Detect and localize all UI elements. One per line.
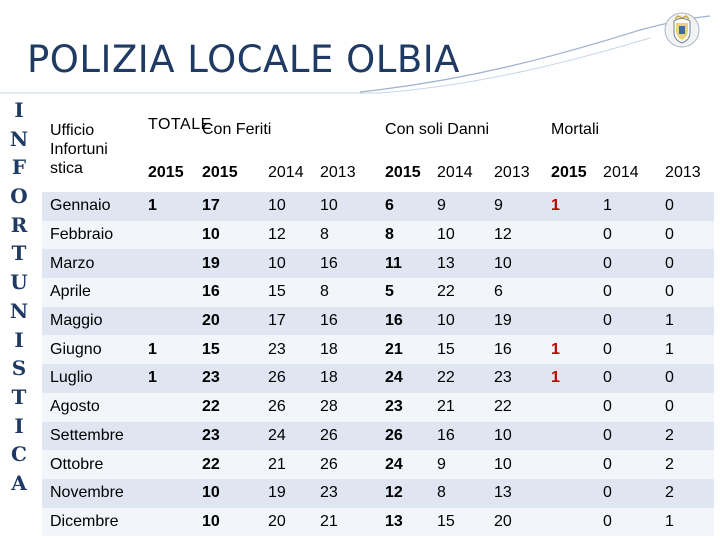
mortali-2013-cell: 0 xyxy=(665,398,674,416)
feriti-2015-cell: 16 xyxy=(202,283,220,301)
danni-2015-cell: 12 xyxy=(385,484,403,502)
mortali-2014-cell: 0 xyxy=(603,226,612,244)
feriti-2014-cell: 20 xyxy=(268,512,286,530)
table-row xyxy=(42,508,714,537)
mortali-2014-cell: 0 xyxy=(603,369,612,387)
danni-2014-cell: 13 xyxy=(437,254,455,272)
feriti-2014-cell: 12 xyxy=(268,226,286,244)
danni-2013-cell: 20 xyxy=(494,512,512,530)
feriti-2013-cell: 18 xyxy=(320,340,338,358)
danni-2013-cell: 22 xyxy=(494,398,512,416)
mortali-2015-cell: 1 xyxy=(551,197,560,215)
mortali-2013-cell: 2 xyxy=(665,455,674,473)
year-2013: 2013 xyxy=(665,164,701,181)
mortali-2014-cell: 1 xyxy=(603,197,612,215)
feriti-2014-cell: 24 xyxy=(268,426,286,444)
danni-2015-cell: 26 xyxy=(385,426,403,444)
mortali-2015-cell xyxy=(543,278,595,307)
mortali-2013-cell: 0 xyxy=(665,369,674,387)
mortali-2013-cell: 0 xyxy=(665,283,674,301)
month-cell: Maggio xyxy=(50,312,103,330)
month-cell: Luglio xyxy=(50,369,93,387)
total-cell: 1 xyxy=(148,197,157,215)
mortali-2013-cell: 1 xyxy=(665,512,674,530)
feriti-2015-cell: 10 xyxy=(202,226,220,244)
vertical-letter: R xyxy=(10,212,28,237)
feriti-2014-cell: 15 xyxy=(268,283,286,301)
feriti-2013-cell: 16 xyxy=(320,312,338,330)
year-2014: 2014 xyxy=(437,164,473,181)
totale-label: TOTALE xyxy=(148,116,212,133)
feriti-2013-cell: 10 xyxy=(320,197,338,215)
year-total: 2015 xyxy=(148,164,184,181)
month-cell: Novembre xyxy=(50,484,124,502)
danni-2014-cell: 21 xyxy=(437,398,455,416)
feriti-2014-cell: 19 xyxy=(268,484,286,502)
mortali-2014-cell: 0 xyxy=(603,254,612,272)
feriti-2015-cell: 22 xyxy=(202,398,220,416)
month-cell: Marzo xyxy=(50,254,95,272)
mortali-2013-cell: 1 xyxy=(665,312,674,330)
year-2014: 2014 xyxy=(268,164,304,181)
year-2014: 2014 xyxy=(603,164,639,181)
feriti-2013-cell: 21 xyxy=(320,512,338,530)
danni-2015-cell: 6 xyxy=(385,197,394,215)
danni-2014-cell: 22 xyxy=(437,369,455,387)
mortali-2013-cell: 0 xyxy=(665,226,674,244)
danni-2014-cell: 10 xyxy=(437,226,455,244)
total-cell xyxy=(140,450,194,479)
vertical-letter: T xyxy=(11,384,27,409)
header-row-groups xyxy=(42,106,714,154)
month-cell: Febbraio xyxy=(50,226,114,244)
danni-2013-cell: 12 xyxy=(494,226,512,244)
danni-2015-cell: 23 xyxy=(385,398,403,416)
mortali-2015-cell xyxy=(543,422,595,451)
mortali-2014-cell: 0 xyxy=(603,512,612,530)
table-row xyxy=(42,450,714,479)
feriti-2013-cell: 8 xyxy=(320,283,329,301)
feriti-2014-cell: 10 xyxy=(268,197,286,215)
danni-2013-cell: 6 xyxy=(494,283,503,301)
total-cell xyxy=(140,479,194,508)
mortali-2014-cell: 0 xyxy=(603,398,612,416)
total-cell xyxy=(140,307,194,336)
month-cell: Dicembre xyxy=(50,512,119,530)
danni-2015-cell: 5 xyxy=(385,283,394,301)
total-cell xyxy=(140,221,194,250)
mortali-2015-cell xyxy=(543,249,595,278)
danni-2015-cell: 11 xyxy=(385,254,402,272)
feriti-2014-cell: 26 xyxy=(268,398,286,416)
table-row xyxy=(42,422,714,451)
danni-2013-cell: 23 xyxy=(494,369,512,387)
table-row xyxy=(42,221,714,250)
vertical-letter: N xyxy=(9,126,29,151)
total-cell: 1 xyxy=(148,369,157,387)
danni-2014-cell: 8 xyxy=(437,484,446,502)
vertical-letter: N xyxy=(9,298,29,323)
feriti-2015-cell: 17 xyxy=(202,197,220,215)
danni-2013-cell: 13 xyxy=(494,484,512,502)
danni-2013-cell: 19 xyxy=(494,312,512,330)
feriti-2014-cell: 10 xyxy=(268,254,286,272)
danni-2014-cell: 9 xyxy=(437,197,446,215)
feriti-2015-cell: 19 xyxy=(202,254,220,272)
group-mortali: Mortali xyxy=(551,121,600,138)
month-cell: Aprile xyxy=(50,283,91,301)
mortali-2014-cell: 0 xyxy=(603,340,612,358)
mortali-2015-cell: 1 xyxy=(551,369,560,387)
total-cell: 1 xyxy=(148,340,157,358)
month-cell: Gennaio xyxy=(50,197,111,215)
feriti-2015-cell: 10 xyxy=(202,512,220,530)
danni-2014-cell: 22 xyxy=(437,283,455,301)
mortali-2014-cell: 0 xyxy=(603,455,612,473)
year-2015: 2015 xyxy=(385,164,421,181)
table-row xyxy=(42,393,714,422)
year-2013: 2013 xyxy=(494,164,530,181)
year-2015: 2015 xyxy=(551,164,587,181)
danni-2015-cell: 13 xyxy=(385,512,403,530)
mortali-2014-cell: 0 xyxy=(603,312,612,330)
month-cell: Agosto xyxy=(50,398,100,416)
danni-2015-cell: 8 xyxy=(385,226,394,244)
vertical-letter: I xyxy=(14,327,24,352)
feriti-2015-cell: 20 xyxy=(202,312,220,330)
feriti-2013-cell: 26 xyxy=(320,426,338,444)
total-cell xyxy=(140,249,194,278)
mortali-2014-cell: 0 xyxy=(603,283,612,301)
mortali-2015-cell: 1 xyxy=(551,340,560,358)
danni-2014-cell: 9 xyxy=(437,455,446,473)
vertical-letter: A xyxy=(11,470,27,495)
year-2015: 2015 xyxy=(202,164,238,181)
mortali-2015-cell xyxy=(543,307,595,336)
danni-2015-cell: 24 xyxy=(385,455,403,473)
table-row xyxy=(42,192,714,221)
mortali-2013-cell: 0 xyxy=(665,254,674,272)
feriti-2015-cell: 15 xyxy=(202,340,220,358)
total-cell xyxy=(140,278,194,307)
mortali-2015-cell xyxy=(543,393,595,422)
statistics-table xyxy=(42,106,714,536)
vertical-letter: C xyxy=(11,442,27,467)
feriti-2014-cell: 26 xyxy=(268,369,286,387)
header-row-years xyxy=(42,154,714,192)
total-cell xyxy=(140,393,194,422)
office-label: Ufficio Infortuni stica xyxy=(50,121,108,177)
danni-2013-cell: 10 xyxy=(494,426,512,444)
feriti-2013-cell: 28 xyxy=(320,398,338,416)
year-2013: 2013 xyxy=(320,164,356,181)
month-cell: Giugno xyxy=(50,340,102,358)
feriti-2013-cell: 8 xyxy=(320,226,329,244)
table-row xyxy=(42,307,714,336)
vertical-letter: T xyxy=(11,241,27,266)
mortali-2015-cell xyxy=(543,221,595,250)
table-row xyxy=(42,249,714,278)
table-row xyxy=(42,364,714,393)
danni-2014-cell: 16 xyxy=(437,426,455,444)
vertical-letter: U xyxy=(10,270,28,295)
feriti-2013-cell: 26 xyxy=(320,455,338,473)
vertical-letter: I xyxy=(14,98,24,122)
feriti-2014-cell: 23 xyxy=(268,340,286,358)
table-row xyxy=(42,335,714,364)
feriti-2015-cell: 10 xyxy=(202,484,220,502)
feriti-2013-cell: 23 xyxy=(320,484,338,502)
table-row xyxy=(42,278,714,307)
feriti-2014-cell: 17 xyxy=(268,312,286,330)
feriti-2015-cell: 23 xyxy=(202,369,220,387)
municipal-crest-icon xyxy=(664,12,700,48)
danni-2014-cell: 15 xyxy=(437,340,455,358)
danni-2013-cell: 9 xyxy=(494,197,503,215)
danni-2014-cell: 15 xyxy=(437,512,455,530)
feriti-2013-cell: 18 xyxy=(320,369,338,387)
page-title: POLIZIA LOCALE OLBIA xyxy=(27,38,460,81)
danni-2013-cell: 10 xyxy=(494,455,512,473)
danni-2015-cell: 24 xyxy=(385,369,403,387)
danni-2015-cell: 21 xyxy=(385,340,403,358)
total-cell xyxy=(140,422,194,451)
mortali-2013-cell: 2 xyxy=(665,426,674,444)
danni-2013-cell: 10 xyxy=(494,254,512,272)
danni-2015-cell: 16 xyxy=(385,312,403,330)
vertical-letter: F xyxy=(11,155,27,180)
mortali-2015-cell xyxy=(543,450,595,479)
mortali-2013-cell: 1 xyxy=(665,340,674,358)
mortali-2015-cell xyxy=(543,508,595,537)
mortali-2015-cell xyxy=(543,479,595,508)
vertical-letter: I xyxy=(14,413,24,438)
mortali-2013-cell: 0 xyxy=(665,197,674,215)
vertical-title xyxy=(0,96,38,498)
mortali-2014-cell: 0 xyxy=(603,484,612,502)
danni-2013-cell: 16 xyxy=(494,340,512,358)
group-danni: Con soli Danni xyxy=(385,121,490,138)
vertical-letter: S xyxy=(11,356,27,381)
mortali-2013-cell: 2 xyxy=(665,484,674,502)
table-row xyxy=(42,479,714,508)
month-cell: Settembre xyxy=(50,426,124,444)
group-feriti: Con Feriti xyxy=(202,121,272,138)
month-cell: Ottobre xyxy=(50,455,104,473)
vertical-letter: O xyxy=(10,184,28,209)
mortali-2014-cell: 0 xyxy=(603,426,612,444)
feriti-2015-cell: 23 xyxy=(202,426,220,444)
feriti-2014-cell: 21 xyxy=(268,455,286,473)
total-cell xyxy=(140,508,194,537)
feriti-2013-cell: 16 xyxy=(320,254,338,272)
danni-2014-cell: 10 xyxy=(437,312,455,330)
feriti-2015-cell: 22 xyxy=(202,455,220,473)
